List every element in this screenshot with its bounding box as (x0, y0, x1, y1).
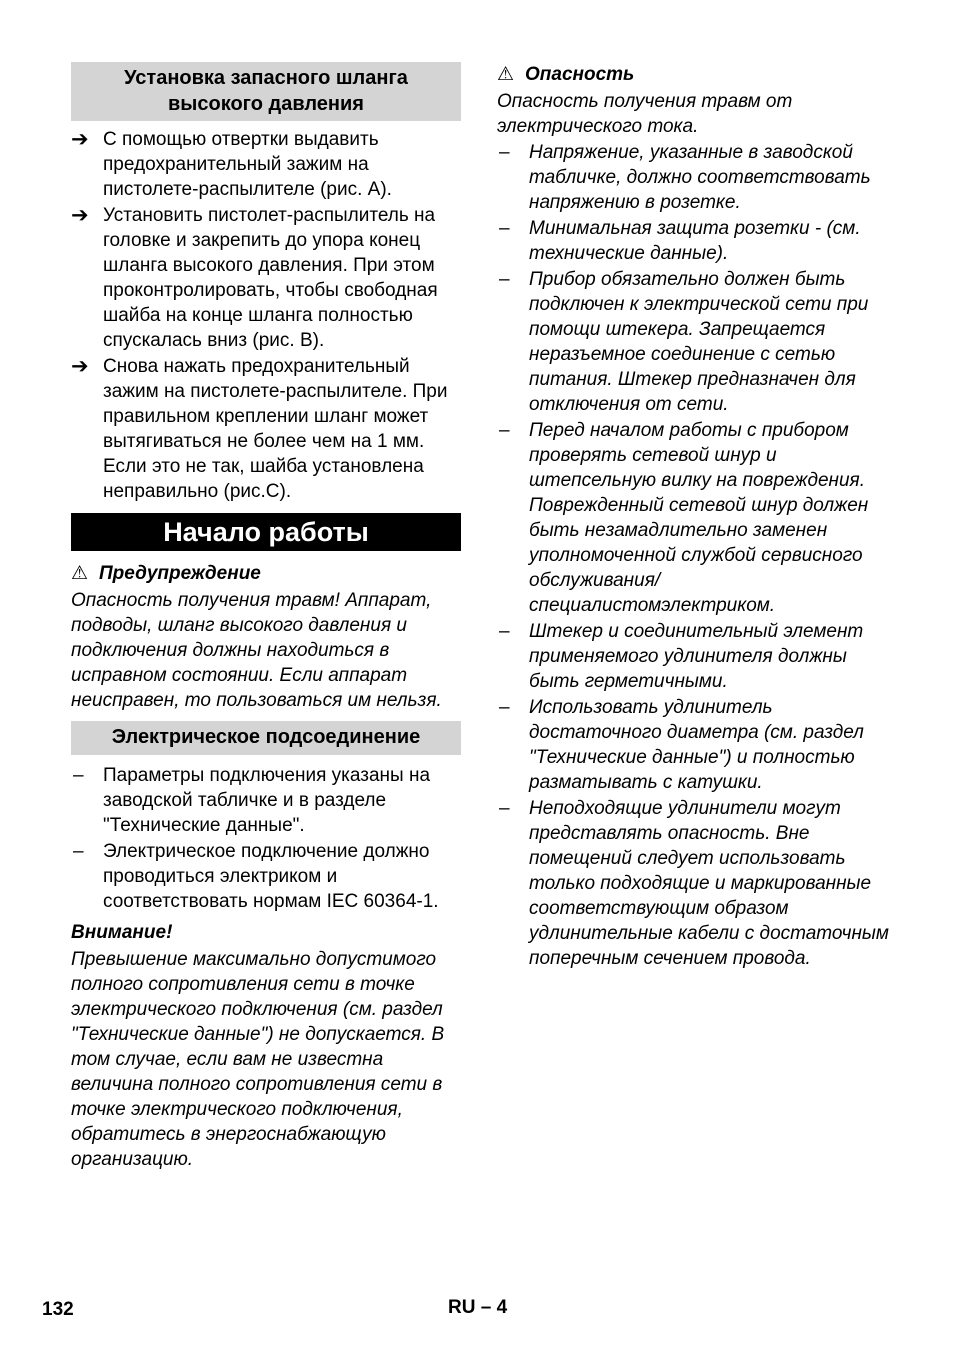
dash-icon: – (499, 697, 510, 718)
attention-text: Превышение максимально допустимого полного сопротивления сети в точке электрического подключения (см. раздел "Технические данные") не допускается. В том случае, если вам не известна величина полного сопротивления сети в точке электрического подключения, обратитесь в энергоснабжающую организацию. (71, 949, 445, 1170)
page-number: 132 (42, 1299, 74, 1320)
start-work-heading: Начало работы (71, 513, 461, 551)
danger-items-list (497, 140, 889, 971)
electric-connection-heading: Электрическое подсоединение (71, 721, 461, 755)
warning-title-text: Предупреждение (99, 563, 261, 584)
dash-icon: – (73, 841, 84, 862)
install-hose-heading: Установка запасного шланга высокого давления (71, 62, 461, 121)
item-text: Перед началом работы с прибором проверять сетевой шнур и штепсельную вилку на повреждения. Поврежденный сетевой шнур должен быть незамадлительно заменен уполномоченной службой сервисного обслуживания/специалистомэлектриком. (529, 420, 869, 616)
dash-icon: – (499, 798, 510, 819)
attention-title: Внимание! (71, 922, 173, 943)
list-item (71, 763, 461, 838)
dash-icon: – (499, 420, 510, 441)
dash-icon: – (499, 269, 510, 290)
list-item (497, 619, 889, 694)
item-text: Неподходящие удлинители могут представлять опасность. Вне помещений следует использовать только подходящие и маркированные соответствующим образом удлинительные кабели с достаточным поперечным сечением провода. (529, 798, 889, 969)
list-item (497, 418, 889, 618)
danger-title (497, 62, 889, 87)
warning-triangle-icon: ⚠ (71, 563, 89, 584)
warning-text: Опасность получения травм! Аппарат, подводы, шланг высокого давления и подключения должны находиться в исправном состоянии. Если аппарат неисправен, то пользоваться им нельзя. (71, 590, 442, 711)
list-item (71, 354, 461, 504)
step-text: Установить пистолет-распылитель на головке и закрепить до упора конец шланга высокого давления. При этом проконтролировать, чтобы свободная шайба на конце шланга полностью спускалась вниз (рис. B). (103, 205, 438, 351)
item-text: Штекер и соединительный элемент применяемого удлинителя должны быть герметичными. (529, 621, 864, 692)
dash-icon: – (499, 621, 510, 642)
list-item (497, 796, 889, 971)
step-text: С помощью отвертки выдавить предохранительный зажим на пистолете-распылителе (рис. A). (103, 129, 392, 200)
warning-title (71, 561, 461, 586)
list-item (497, 140, 889, 215)
list-item (71, 127, 461, 202)
danger-text: Опасность получения травм от электрического тока. (497, 91, 793, 137)
dash-icon: – (499, 142, 510, 163)
dash-icon: – (499, 218, 510, 239)
item-text: Минимальная защита розетки - (см. технические данные). (529, 218, 861, 264)
step-text: Снова нажать предохранительный зажим на пистолете-распылителе. При правильном креплении шланг может вытягиваться не более чем на 1 мм. Если это не так, шайба установлена неправильно (рис.C). (103, 356, 448, 502)
item-text: Электрическое подключение должно проводиться электриком и соответствовать нормам IEC 60364-1. (103, 841, 439, 912)
arrow-icon: ➔ (71, 355, 89, 378)
list-item (71, 203, 461, 353)
right-column (497, 62, 889, 971)
list-item (497, 695, 889, 795)
page-code: RU – 4 (448, 1297, 508, 1318)
danger-title-text: Опасность (525, 64, 635, 85)
item-text: Прибор обязательно должен быть подключен к электрической сети при помощи штекера. Запрещается неразъемное соединение с сетью питания. Штекер предназначен для отключения от сети. (529, 269, 869, 415)
list-item (497, 216, 889, 266)
dash-icon: – (73, 765, 84, 786)
left-column (71, 62, 461, 1172)
list-item (497, 267, 889, 417)
list-item (71, 839, 461, 914)
item-text: Использовать удлинитель достаточного диаметра (см. раздел "Технические данные") и полностью разматывать с катушки. (529, 697, 864, 793)
install-steps-list (71, 127, 461, 504)
warning-triangle-icon: ⚠ (497, 64, 515, 85)
arrow-icon: ➔ (71, 204, 89, 227)
electric-items-list (71, 763, 461, 914)
arrow-icon: ➔ (71, 128, 89, 151)
item-text: Параметры подключения указаны на заводской табличке и в разделе "Технические данные". (103, 765, 431, 836)
item-text: Напряжение, указанные в заводской табличке, должно соответствовать напряжению в розетке. (529, 142, 871, 213)
